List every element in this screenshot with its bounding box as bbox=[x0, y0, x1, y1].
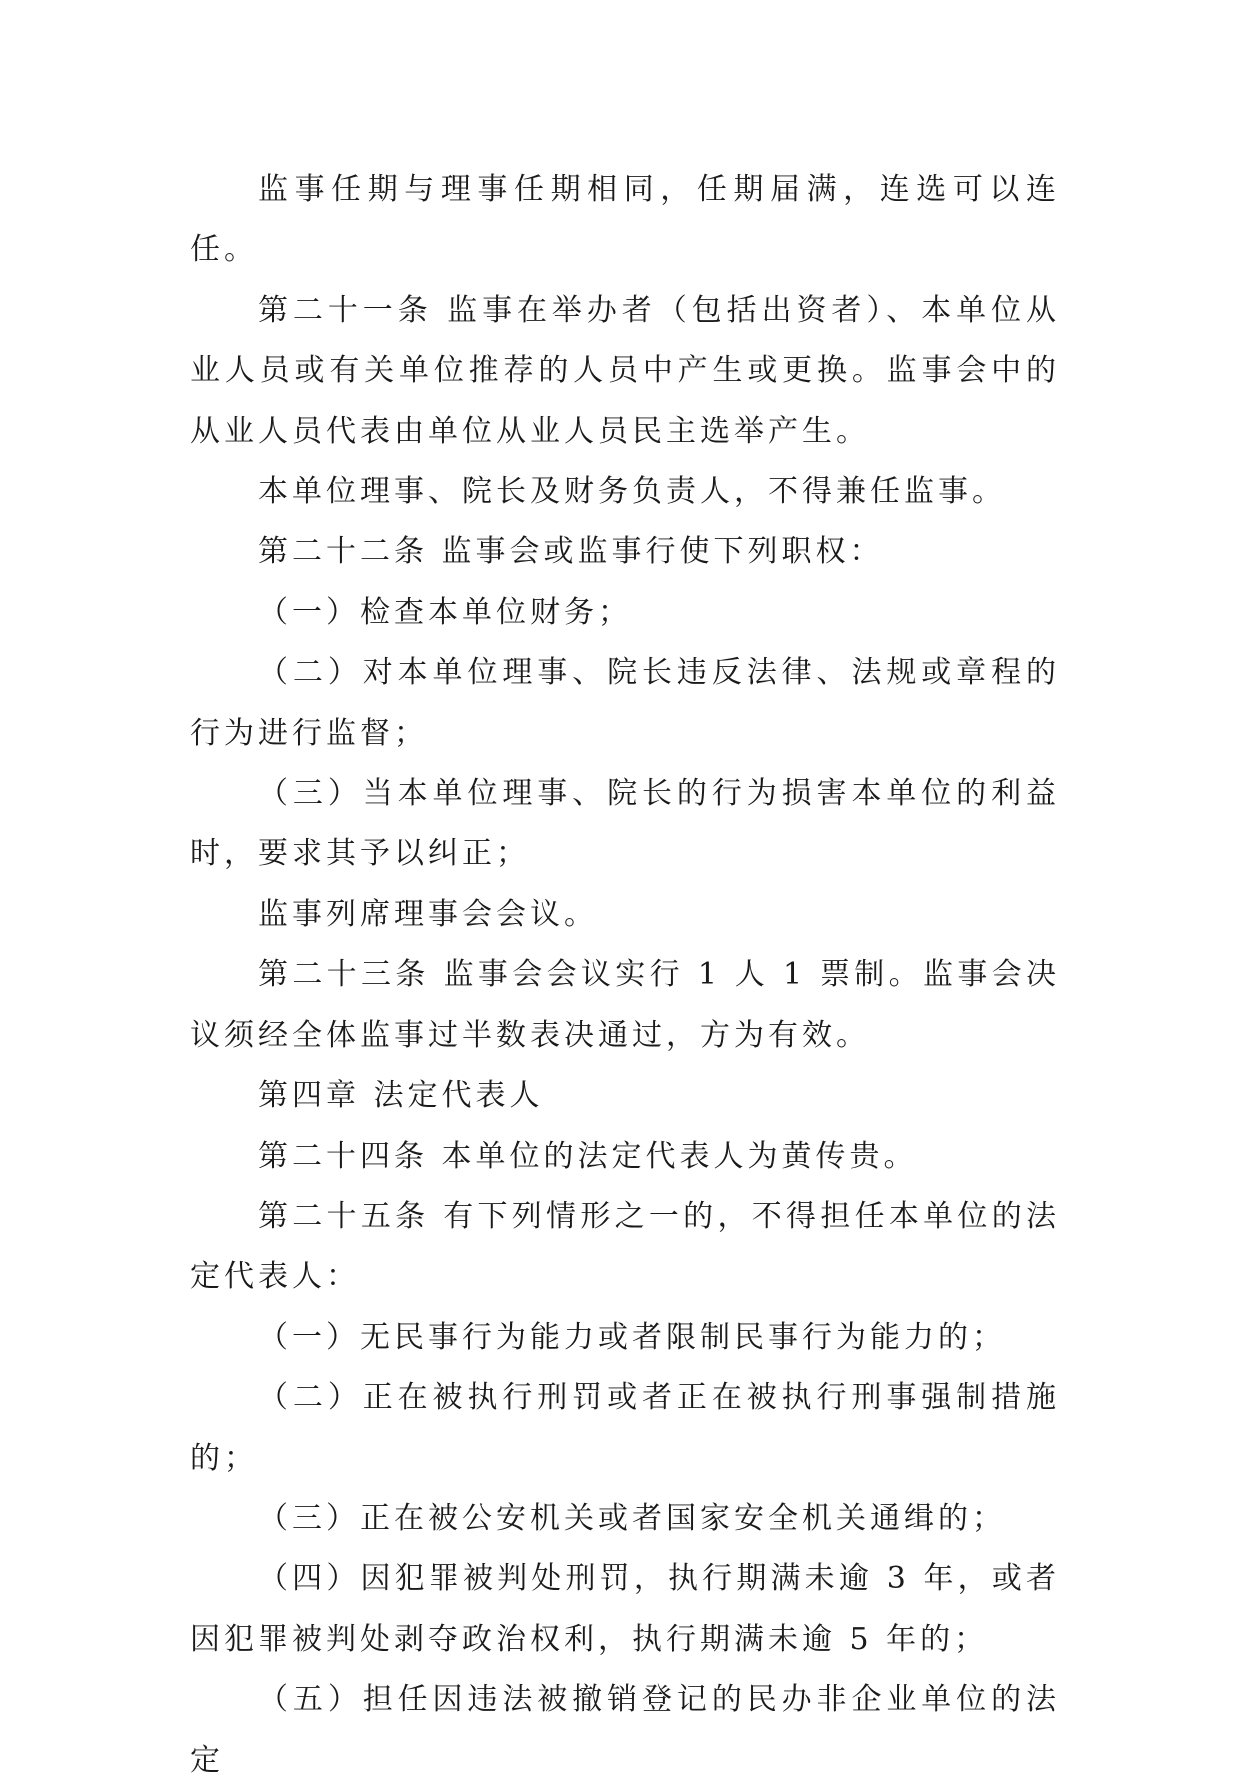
document-body bbox=[190, 160, 1060, 1791]
list-item-25-4: （四）因犯罪被判处刑罚，执行期满未逾 3 年，或者因犯罪被判处剥夺政治权利，执行期满未逾 5 年的； bbox=[190, 1561, 1060, 1657]
chapter-heading-4: 第四章 法定代表人 bbox=[258, 1078, 544, 1114]
paragraph-no-concurrent-posts: 本单位理事、院长及财务负责人，不得兼任监事。 bbox=[258, 474, 1006, 510]
paragraph-article-25: 第二十五条 有下列情形之一的，不得担任本单位的法定代表人： bbox=[190, 1198, 1060, 1295]
list-item-22-1: （一）检查本单位财务； bbox=[258, 594, 632, 630]
list-item-22-2: （二）对本单位理事、院长违反法律、法规或章程的行为进行监督； bbox=[190, 655, 1060, 751]
paragraph-attend-meetings: 监事列席理事会会议。 bbox=[258, 896, 598, 932]
paragraph-article-24: 第二十四条 本单位的法定代表人为黄传贵。 bbox=[258, 1138, 918, 1174]
paragraph-article-23: 第二十三条 监事会会议实行 1 人 1 票制。监事会决议须经全体监事过半数表决通过，方为有效。 bbox=[190, 957, 1060, 1053]
list-item-25-5: （五）担任因违法被撤销登记的民办非企业单位的法定 bbox=[190, 1682, 1060, 1778]
paragraph-article-21: 第二十一条 监事在举办者（包括出资者）、本单位从业人员或有关单位推荐的人员中产生或更换。监事会中的从业人员代表由单位从业人员民主选举产生。 bbox=[190, 292, 1060, 449]
list-item-25-1: （一）无民事行为能力或者限制民事行为能力的； bbox=[258, 1319, 1006, 1355]
paragraph-article-22: 第二十二条 监事会或监事行使下列职权： bbox=[258, 534, 884, 570]
list-item-25-3: （三）正在被公安机关或者国家安全机关通缉的； bbox=[258, 1500, 1006, 1536]
list-item-25-2: （二）正在被执行刑罚或者正在被执行刑事强制措施的； bbox=[190, 1380, 1060, 1476]
list-item-22-3: （三）当本单位理事、院长的行为损害本单位的利益时，要求其予以纠正； bbox=[190, 776, 1060, 872]
paragraph-supervisor-term: 监事任期与理事任期相同，任期届满，连选可以连任。 bbox=[190, 172, 1060, 268]
